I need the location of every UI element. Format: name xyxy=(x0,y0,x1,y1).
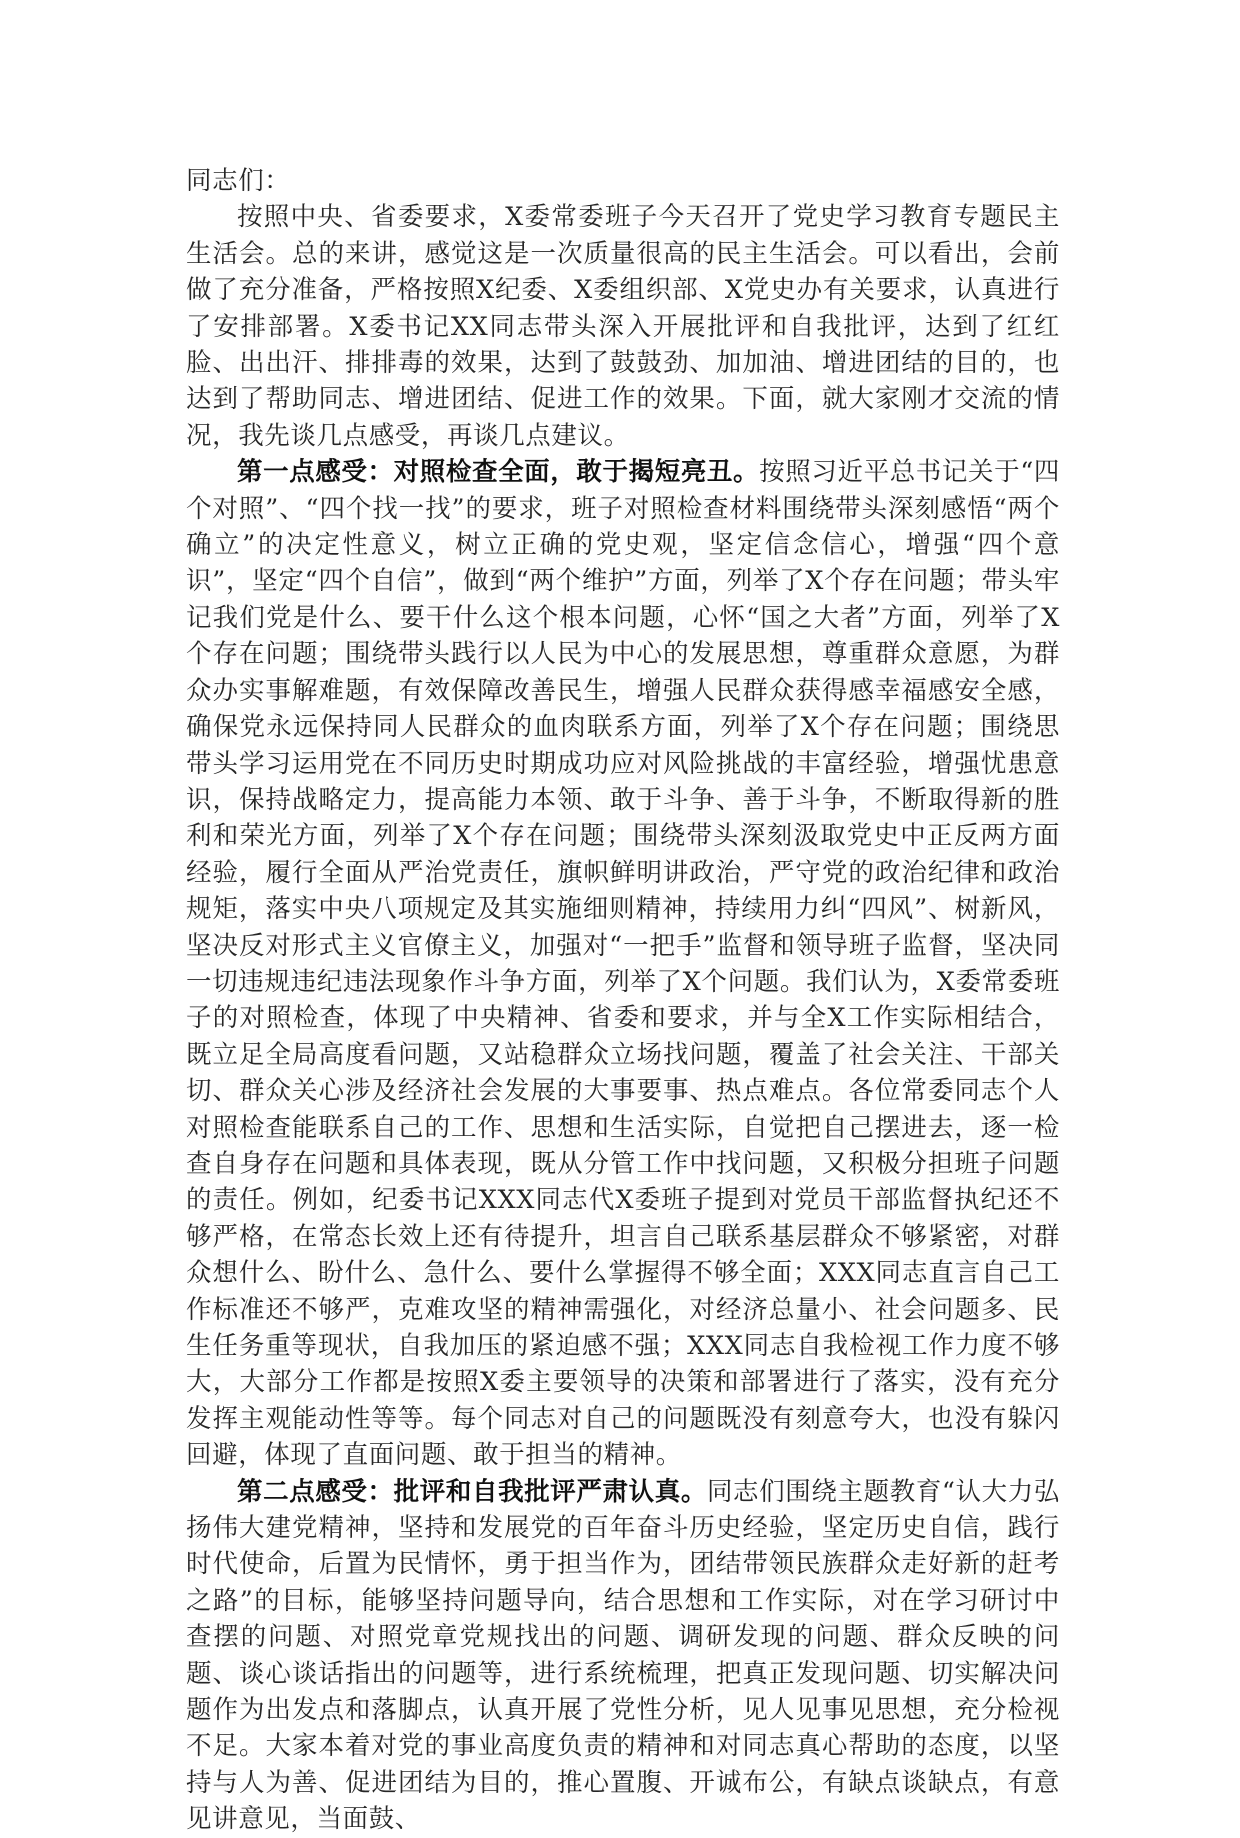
point-1-paragraph xyxy=(186,454,1060,1473)
point-2-body: 同志们围绕主题教育“认大力弘扬伟大建党精神，坚持和发展党的百年奋斗历史经验，坚定历史自信，践行时代使命，后置为民情怀，勇于担当作为，团结带领民族群众走好新的赶考之路”的目标，能够坚持问题导向，结合思想和工作实际，对在学习研讨中查摆的问题、对照党章党规找出的问题、调研发现的问题、群众反映的问题、谈心谈话指出的问题等，进行系统梳理，把真正发现问题、切实解决问题作为出发点和落脚点，认真开展了党性分析，见人见事见思想，充分检视不足。大家本着对党的事业高度负责的精神和对同志真心帮助的态度，以坚持与人为善、促进团结为目的，推心置腹、开诚布公，有缺点谈缺点，有意见讲意见，当面鼓、 xyxy=(186,1476,1060,1835)
point-1-heading: 第一点感受：对照检查全面，敢于揭短亮丑。 xyxy=(237,457,760,488)
intro-paragraph: 按照中央、省委要求，X委常委班子今天召开了党史学习教育专题民主生活会。总的来讲，感觉这是一次质量很高的民主生活会。可以看出，会前做了充分准备，严格按照X纪委、X委组织部、X党史办有关要求，认真进行了安排部署。X委书记XX同志带头深入开展批评和自我批评，达到了红红脸、出出汗、排排毒的效果，达到了鼓鼓劲、加加油、增进团结的目的，也达到了帮助同志、增进团结、促进工作的效果。下面，就大家刚才交流的情况，我先谈几点感受，再谈几点建议。 xyxy=(186,202,1060,451)
point-2-paragraph xyxy=(186,1474,1060,1838)
point-2-heading: 第二点感受：批评和自我批评严肃认真。 xyxy=(237,1476,707,1507)
salutation: 同志们： xyxy=(186,166,291,196)
document-body xyxy=(186,163,1060,1838)
point-1-body: 按照习近平总书记关于“四个对照”、“四个找一找”的要求，班子对照检查材料围绕带头深刻感悟“两个确立”的决定性意义，树立正确的党史观，坚定信念信心，增强“四个意识”，坚定“四个自信”，做到“两个维护”方面，列举了X个存在问题；带头牢记我们党是什么、要干什么这个根本问题，心怀“国之大者”方面，列举了X个存在问题；围绕带头践行以人民为中心的发展思想，尊重群众意愿，为群众办实事解难题，有效保障改善民生，增强人民群众获得感幸福感安全感，确保党永远保持同人民群众的血肉联系方面，列举了X个存在问题；围绕思带头学习运用党在不同历史时期成功应对风险挑战的丰富经验，增强忧患意识，保持战略定力，提高能力本领、敢于斗争、善于斗争，不断取得新的胜利和荣光方面，列举了X个存在问题；围绕带头深刻汲取党史中正反两方面经验，履行全面从严治党责任，旗帜鲜明讲政治，严守党的政治纪律和政治规矩，落实中央八项规定及其实施细则精神，持续用力纠“四风”、树新风，坚决反对形式主义官僚主义，加强对“一把手”监督和领导班子监督，坚决同一切违规违纪违法现象作斗争方面，列举了X个问题。我们认为，X委常委班子的对照检查，体现了中央精神、省委和要求，并与全X工作实际相结合，既立足全局高度看问题，又站稳群众立场找问题，覆盖了社会关注、干部关切、群众关心涉及经济社会发展的大事要事、热点难点。各位常委同志个人对照检查能联系自己的工作、思想和生活实际，自觉把自己摆进去，逐一检查自身存在问题和具体表现，既从分管工作中找问题，又积极分担班子问题的责任。例如，纪委书记XXX同志代X委班子提到对党员干部监督执纪还不够严格，在常态长效上还有待提升，坦言自己联系基层群众不够紧密，对群众想什么、盼什么、急什么、要什么掌握得不够全面；XXX同志直言自己工作标准还不够严，克难攻坚的精神需强化，对经济总量小、社会问题多、民生任务重等现状，自我加压的紧迫感不强；XXX同志自我检视工作力度不够大，大部分工作都是按照X委主要领导的决策和部署进行了落实，没有充分发挥主观能动性等等。每个同志对自己的问题既没有刻意夸大，也没有躲闪回避，体现了直面问题、敢于担当的精神。 xyxy=(186,457,1060,1471)
